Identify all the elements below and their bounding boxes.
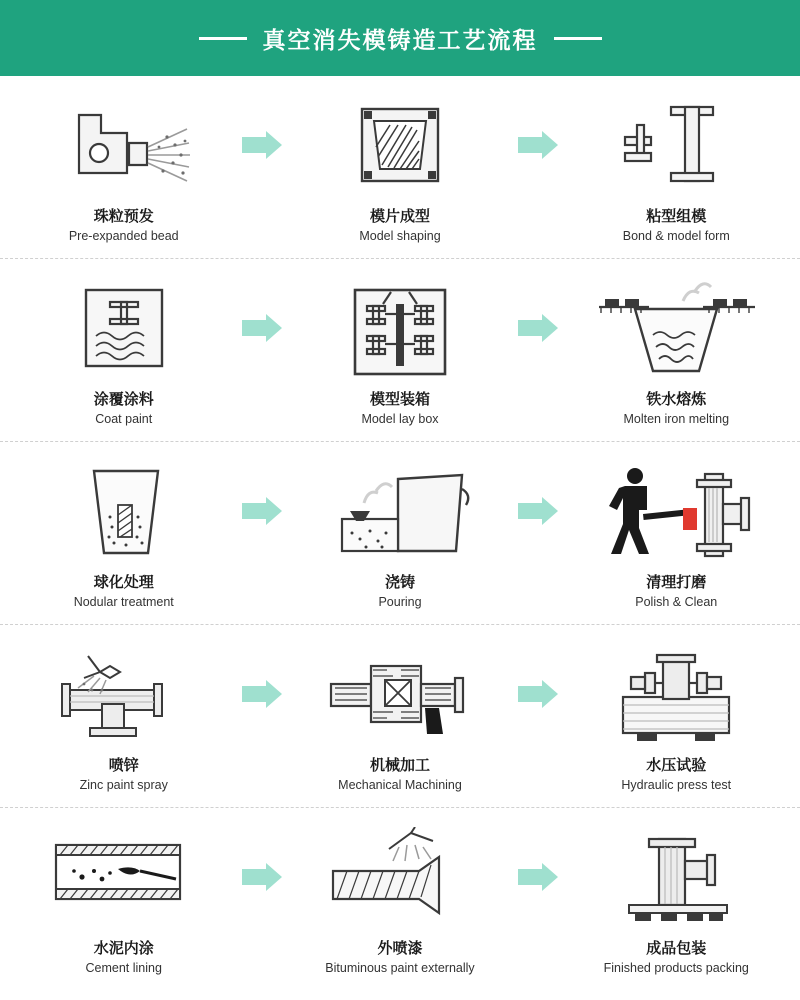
flow-step <box>30 822 217 976</box>
page-title: 真空消失模铸造工艺流程 <box>262 26 538 53</box>
step-label-en: Polish & Clean <box>635 594 718 609</box>
process-flow <box>0 76 800 991</box>
step-label-cn: 机械加工 <box>369 757 430 774</box>
arrow-right-icon <box>494 456 583 566</box>
step-caption <box>94 391 154 427</box>
zinc-paint-spray-icon <box>44 639 204 749</box>
step-label-en: Bituminous paint externally <box>325 960 475 975</box>
step-label-cn: 粘型组模 <box>646 208 707 225</box>
step-caption <box>623 391 729 427</box>
step-label-en: Finished products packing <box>603 960 749 975</box>
pouring-icon <box>320 456 480 566</box>
step-label-cn: 涂覆涂料 <box>93 391 154 408</box>
step-label-en: Model lay box <box>361 411 439 426</box>
flow-row <box>0 625 800 808</box>
flow-row <box>0 76 800 259</box>
arrow-right-icon <box>217 639 306 749</box>
step-label-cn: 珠粒预发 <box>93 208 154 225</box>
flow-step <box>583 822 770 976</box>
step-caption <box>80 757 168 793</box>
step-label-en: Pouring <box>378 594 422 609</box>
bond-model-form-icon <box>601 90 751 200</box>
step-label-en: Bond & model form <box>622 228 730 243</box>
mechanical-machining-icon <box>315 639 485 749</box>
flow-step <box>306 456 493 610</box>
model-lay-box-icon <box>335 273 465 383</box>
step-label-cn: 水压试验 <box>646 757 707 774</box>
page-header <box>0 0 800 76</box>
flow-row <box>0 442 800 625</box>
header-inner <box>199 22 602 55</box>
step-label-cn: 球化处理 <box>93 574 154 591</box>
flow-step <box>306 822 493 976</box>
step-caption <box>359 208 440 244</box>
step-label-en: Hydraulic press test <box>621 777 732 792</box>
polish-clean-icon <box>591 456 761 566</box>
step-label-cn: 浇铸 <box>384 574 415 591</box>
step-caption <box>635 574 717 610</box>
flow-step <box>583 639 770 793</box>
flow-step <box>30 273 217 427</box>
model-shaping-icon <box>340 90 460 200</box>
step-caption <box>325 940 474 976</box>
nodular-treatment-icon <box>64 456 184 566</box>
hydraulic-press-test-icon <box>601 639 751 749</box>
flow-row <box>0 808 800 991</box>
flow-step <box>306 90 493 244</box>
step-caption <box>74 574 174 610</box>
arrow-right-icon <box>217 273 306 383</box>
step-label-cn: 外喷漆 <box>377 940 423 957</box>
step-caption <box>623 208 730 244</box>
step-caption <box>604 940 749 976</box>
flow-step <box>306 273 493 427</box>
step-label-en: Coat paint <box>95 411 153 426</box>
flow-step <box>306 639 493 793</box>
step-caption <box>361 391 438 427</box>
step-caption <box>338 757 462 793</box>
step-caption <box>86 940 162 976</box>
header-rule-left <box>199 37 247 40</box>
arrow-right-icon <box>217 90 306 200</box>
step-label-en: Nodular treatment <box>73 594 174 609</box>
pre-expanded-bead-icon <box>49 90 199 200</box>
step-caption <box>69 208 179 244</box>
step-label-en: Mechanical Machining <box>338 777 462 792</box>
flow-step <box>30 639 217 793</box>
step-label-en: Pre-expanded bead <box>68 228 179 243</box>
arrow-right-icon <box>494 90 583 200</box>
header-rule-right <box>554 37 602 40</box>
arrow-right-icon <box>217 456 306 566</box>
step-label-cn: 模型装箱 <box>369 391 430 408</box>
arrow-right-icon <box>217 822 306 932</box>
step-label-cn: 成品包装 <box>646 940 707 957</box>
step-label-en: Zinc paint spray <box>79 777 168 792</box>
coat-paint-icon <box>64 273 184 383</box>
flow-row <box>0 259 800 442</box>
step-label-cn: 喷锌 <box>108 757 139 774</box>
flow-step <box>583 90 770 244</box>
step-label-en: Molten iron melting <box>623 411 730 426</box>
step-label-en: Model shaping <box>359 228 441 243</box>
flow-step <box>583 273 770 427</box>
step-caption <box>621 757 731 793</box>
flow-step <box>30 90 217 244</box>
arrow-right-icon <box>494 822 583 932</box>
bituminous-paint-icon <box>315 822 485 932</box>
step-label-en: Cement lining <box>85 960 162 975</box>
arrow-right-icon <box>494 639 583 749</box>
step-label-cn: 铁水熔炼 <box>646 391 707 408</box>
finished-products-packing-icon <box>601 822 751 932</box>
cement-lining-icon <box>44 822 204 932</box>
flow-step <box>30 456 217 610</box>
step-caption <box>378 574 421 610</box>
step-label-cn: 模片成型 <box>369 208 430 225</box>
molten-iron-melting-icon <box>591 273 761 383</box>
arrow-right-icon <box>494 273 583 383</box>
step-label-cn: 水泥内涂 <box>93 940 154 957</box>
flow-step <box>583 456 770 610</box>
step-label-cn: 清理打磨 <box>646 574 707 591</box>
